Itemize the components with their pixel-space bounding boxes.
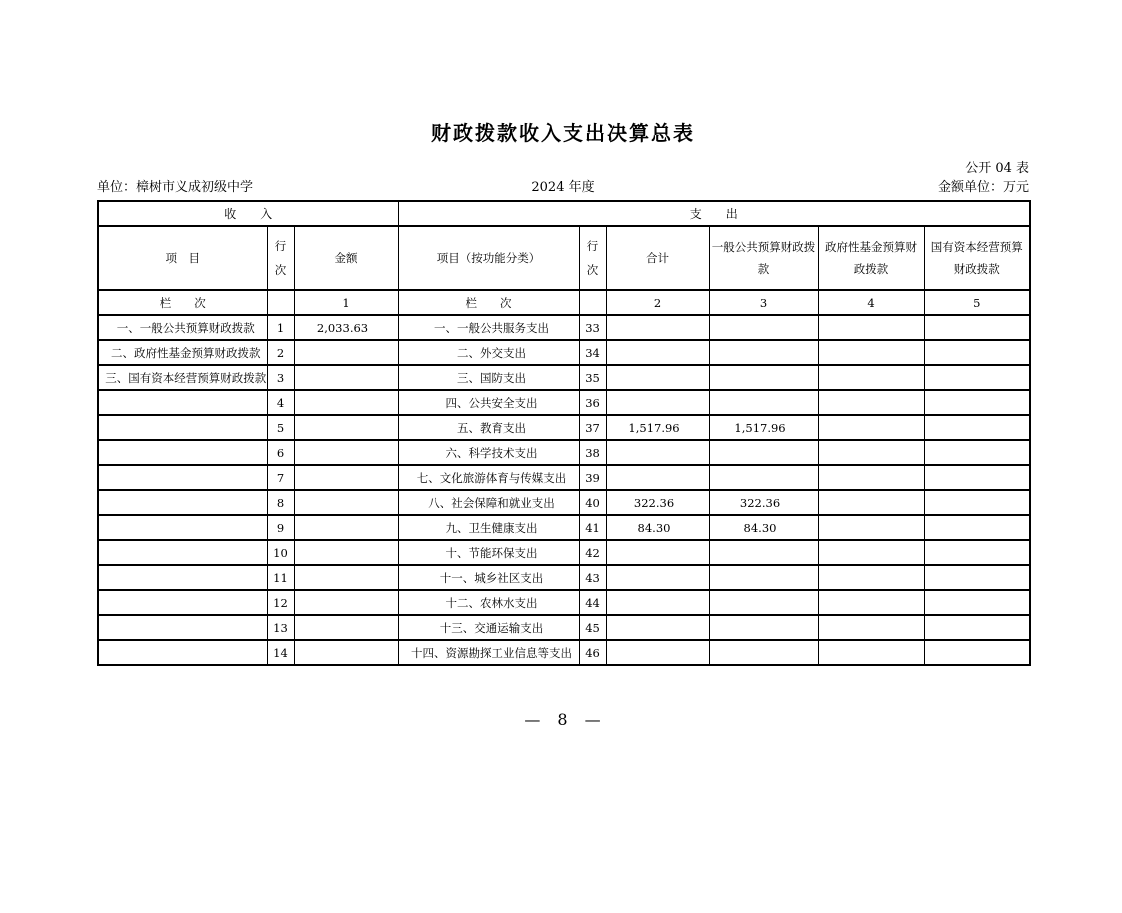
expenditure-index-label: 栏 次	[398, 290, 579, 315]
expenditure-line-cell: 44	[579, 590, 606, 615]
section-income: 收 入	[98, 201, 398, 226]
income-amount-cell	[294, 515, 398, 540]
expenditure-item-cell: 五、教育支出	[398, 415, 579, 440]
state-capital-amount-cell	[924, 365, 1030, 390]
general-public-amount-cell	[709, 340, 818, 365]
general-public-amount-cell: 322.36	[709, 490, 818, 515]
govt-fund-amount-cell	[818, 615, 924, 640]
income-line-cell: 12	[267, 590, 294, 615]
income-item-cell	[98, 490, 267, 515]
income-line-cell: 7	[267, 465, 294, 490]
income-amount-cell	[294, 465, 398, 490]
income-amount-cell	[294, 440, 398, 465]
column-header-row	[98, 226, 1030, 290]
state-capital-amount-cell	[924, 315, 1030, 340]
govt-fund-amount-cell	[818, 465, 924, 490]
income-amount-cell	[294, 490, 398, 515]
state-capital-amount-cell	[924, 390, 1030, 415]
general-public-amount-cell	[709, 390, 818, 415]
income-amount-cell	[294, 590, 398, 615]
income-amount-cell	[294, 340, 398, 365]
expenditure-line-cell: 42	[579, 540, 606, 565]
expenditure-total-cell: 84.30	[606, 515, 709, 540]
general-public-amount-cell	[709, 565, 818, 590]
income-item-cell	[98, 465, 267, 490]
org-unit: 单位：樟树市义成初级中学	[97, 180, 254, 195]
govt-fund-amount-cell	[818, 340, 924, 365]
income-line-cell: 3	[267, 365, 294, 390]
expenditure-total-cell	[606, 465, 709, 490]
income-index-label: 栏 次	[98, 290, 267, 315]
empty-cell	[267, 290, 294, 315]
general-public-amount-cell	[709, 315, 818, 340]
expenditure-item-cell: 二、外交支出	[398, 340, 579, 365]
income-item-cell	[98, 640, 267, 665]
expenditure-item-header: 项目（按功能分类）	[398, 226, 579, 290]
table-row	[98, 315, 1030, 340]
state-capital-amount-cell	[924, 640, 1030, 665]
expenditure-total-cell	[606, 640, 709, 665]
expenditure-total-cell: 1,517.96	[606, 415, 709, 440]
page-number: — 8 —	[524, 710, 602, 729]
table-row	[98, 540, 1030, 565]
expenditure-line-cell: 45	[579, 615, 606, 640]
empty-cell	[579, 290, 606, 315]
income-item-cell	[98, 590, 267, 615]
expenditure-total-cell	[606, 315, 709, 340]
income-amount-cell	[294, 390, 398, 415]
column-index-3: 3	[709, 290, 818, 315]
table-row	[98, 565, 1030, 590]
expenditure-item-cell: 十二、农林水支出	[398, 590, 579, 615]
fiscal-year: 2024 年度	[531, 180, 595, 195]
table-row	[98, 390, 1030, 415]
income-amount-cell: 2,033.63	[294, 315, 398, 340]
income-item-cell	[98, 390, 267, 415]
expenditure-total-cell	[606, 565, 709, 590]
column-index-1: 1	[294, 290, 398, 315]
table-row	[98, 340, 1030, 365]
expenditure-total-cell	[606, 615, 709, 640]
state-capital-amount-cell	[924, 540, 1030, 565]
income-line-cell: 1	[267, 315, 294, 340]
income-line-cell: 11	[267, 565, 294, 590]
expenditure-item-cell: 十三、交通运输支出	[398, 615, 579, 640]
state-capital-amount-cell	[924, 415, 1030, 440]
state-capital-amount-cell	[924, 465, 1030, 490]
income-line-cell: 8	[267, 490, 294, 515]
govt-fund-amount-cell	[818, 490, 924, 515]
govt-fund-amount-cell	[818, 640, 924, 665]
table-row	[98, 615, 1030, 640]
state-capital-amount-cell	[924, 340, 1030, 365]
income-amount-cell	[294, 540, 398, 565]
expenditure-line-cell: 34	[579, 340, 606, 365]
income-amount-cell	[294, 615, 398, 640]
table-row	[98, 465, 1030, 490]
expenditure-total-cell	[606, 390, 709, 415]
state-capital-amount-cell	[924, 490, 1030, 515]
column-index-2: 2	[606, 290, 709, 315]
income-line-header: 行次	[267, 226, 294, 290]
table-row	[98, 590, 1030, 615]
general-public-amount-cell	[709, 590, 818, 615]
expenditure-line-header: 行次	[579, 226, 606, 290]
govt-fund-amount-cell	[818, 565, 924, 590]
state-capital-amount-cell	[924, 565, 1030, 590]
state-capital-amount-cell	[924, 590, 1030, 615]
income-line-cell: 2	[267, 340, 294, 365]
general-public-amount-cell: 84.30	[709, 515, 818, 540]
income-item-cell	[98, 440, 267, 465]
table-row	[98, 490, 1030, 515]
expenditure-item-cell: 六、科学技术支出	[398, 440, 579, 465]
general-public-amount-cell	[709, 640, 818, 665]
column-index-5: 5	[924, 290, 1030, 315]
govt-fund-amount-cell	[818, 315, 924, 340]
fiscal-table	[97, 200, 1031, 666]
expenditure-item-cell: 七、文化旅游体育与传媒支出	[398, 465, 579, 490]
amount-unit: 金额单位：万元	[937, 180, 1029, 195]
expenditure-line-cell: 33	[579, 315, 606, 340]
column-index-4: 4	[818, 290, 924, 315]
expenditure-item-cell: 四、公共安全支出	[398, 390, 579, 415]
expenditure-line-cell: 40	[579, 490, 606, 515]
govt-fund-amount-cell	[818, 440, 924, 465]
total-header: 合计	[606, 226, 709, 290]
expenditure-total-cell	[606, 540, 709, 565]
income-item-cell: 三、国有资本经营预算财政拨款	[98, 365, 267, 390]
state-capital-budget-header: 国有资本经营预算财政拨款	[924, 226, 1030, 290]
expenditure-total-cell	[606, 590, 709, 615]
table-row	[98, 515, 1030, 540]
expenditure-line-cell: 37	[579, 415, 606, 440]
general-public-amount-cell	[709, 540, 818, 565]
income-amount-header: 金额	[294, 226, 398, 290]
page-title: 财政拨款收入支出决算总表	[431, 121, 695, 145]
general-public-budget-header: 一般公共预算财政拨款	[709, 226, 818, 290]
income-amount-cell	[294, 565, 398, 590]
income-item-cell	[98, 565, 267, 590]
income-amount-cell	[294, 365, 398, 390]
table-row	[98, 440, 1030, 465]
income-item-cell	[98, 615, 267, 640]
expenditure-line-cell: 35	[579, 365, 606, 390]
general-public-amount-cell	[709, 365, 818, 390]
expenditure-item-cell: 八、社会保障和就业支出	[398, 490, 579, 515]
column-index-row	[98, 290, 1030, 315]
expenditure-total-cell	[606, 340, 709, 365]
expenditure-line-cell: 36	[579, 390, 606, 415]
income-item-cell: 一、一般公共预算财政拨款	[98, 315, 267, 340]
income-line-cell: 10	[267, 540, 294, 565]
expenditure-line-cell: 41	[579, 515, 606, 540]
table-row	[98, 640, 1030, 665]
govt-fund-budget-header: 政府性基金预算财政拨款	[818, 226, 924, 290]
income-line-cell: 9	[267, 515, 294, 540]
document-page	[97, 120, 1029, 729]
expenditure-line-cell: 43	[579, 565, 606, 590]
govt-fund-amount-cell	[818, 415, 924, 440]
section-header-row	[98, 201, 1030, 226]
income-line-cell: 13	[267, 615, 294, 640]
general-public-amount-cell	[709, 440, 818, 465]
govt-fund-amount-cell	[818, 540, 924, 565]
income-line-cell: 14	[267, 640, 294, 665]
govt-fund-amount-cell	[818, 365, 924, 390]
expenditure-item-cell: 九、卫生健康支出	[398, 515, 579, 540]
expenditure-item-cell: 十一、城乡社区支出	[398, 565, 579, 590]
state-capital-amount-cell	[924, 440, 1030, 465]
state-capital-amount-cell	[924, 515, 1030, 540]
table-row	[98, 415, 1030, 440]
expenditure-total-cell	[606, 440, 709, 465]
income-item-header: 项 目	[98, 226, 267, 290]
income-item-cell	[98, 540, 267, 565]
expenditure-line-cell: 39	[579, 465, 606, 490]
income-line-cell: 5	[267, 415, 294, 440]
general-public-amount-cell: 1,517.96	[709, 415, 818, 440]
expenditure-item-cell: 三、国防支出	[398, 365, 579, 390]
income-line-cell: 4	[267, 390, 294, 415]
meta-line	[97, 179, 1029, 197]
income-item-cell	[98, 515, 267, 540]
section-expenditure: 支 出	[398, 201, 1030, 226]
table-row	[98, 365, 1030, 390]
income-item-cell: 二、政府性基金预算财政拨款	[98, 340, 267, 365]
general-public-amount-cell	[709, 465, 818, 490]
expenditure-item-cell: 一、一般公共服务支出	[398, 315, 579, 340]
expenditure-line-cell: 38	[579, 440, 606, 465]
income-item-cell	[98, 415, 267, 440]
expenditure-line-cell: 46	[579, 640, 606, 665]
expenditure-item-cell: 十四、资源勘探工业信息等支出	[398, 640, 579, 665]
table-code: 公开 04 表	[965, 161, 1029, 176]
income-line-cell: 6	[267, 440, 294, 465]
income-amount-cell	[294, 415, 398, 440]
expenditure-item-cell: 十、节能环保支出	[398, 540, 579, 565]
govt-fund-amount-cell	[818, 590, 924, 615]
govt-fund-amount-cell	[818, 390, 924, 415]
expenditure-total-cell: 322.36	[606, 490, 709, 515]
general-public-amount-cell	[709, 615, 818, 640]
expenditure-total-cell	[606, 365, 709, 390]
state-capital-amount-cell	[924, 615, 1030, 640]
income-amount-cell	[294, 640, 398, 665]
govt-fund-amount-cell	[818, 515, 924, 540]
